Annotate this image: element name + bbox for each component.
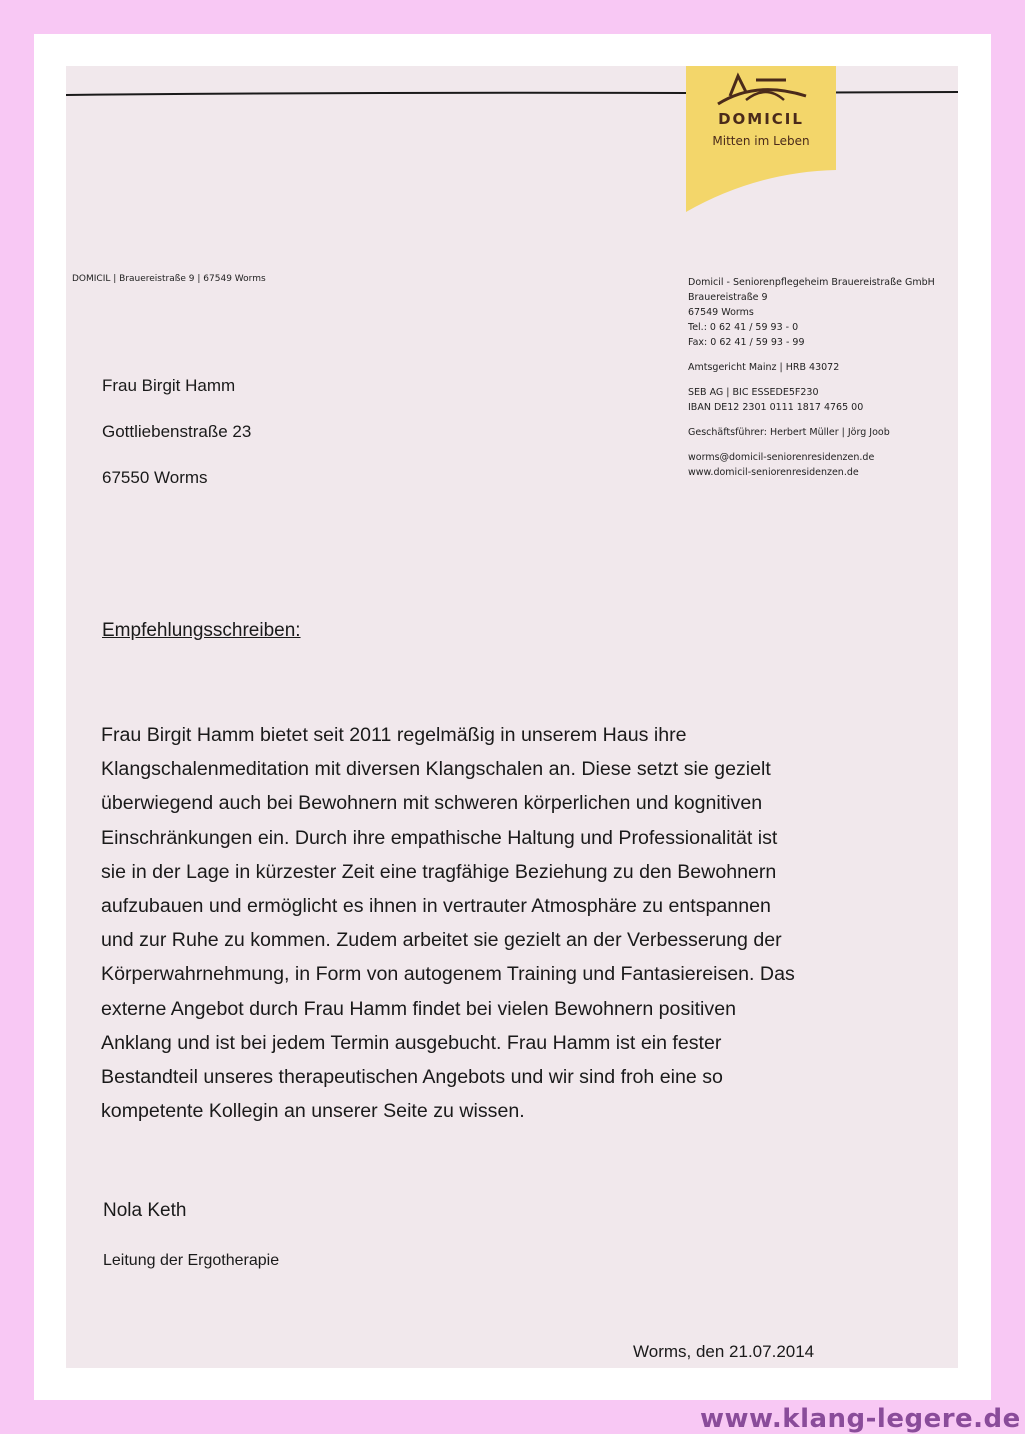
company-info	[688, 275, 935, 480]
body-line: Einschränkungen ein. Durch ihre empathische Haltung und Professionalität ist	[101, 826, 778, 849]
company-email: worms@domicil-seniorenresidenzen.de	[688, 452, 875, 463]
company-management: Geschäftsführer: Herbert Müller | Jörg Joob	[688, 427, 890, 438]
body-line: kompetente Kollegin an unserer Seite zu wissen.	[101, 1100, 525, 1123]
company-tel: Tel.: 0 62 41 / 59 93 - 0	[688, 322, 799, 333]
recipient-street: Gottliebenstraße 23	[102, 422, 252, 441]
body-line: Klangschalenmeditation mit diversen Klangschalen an. Diese setzt sie gezielt	[101, 758, 771, 781]
company-court: Amtsgericht Mainz | HRB 43072	[688, 362, 840, 373]
company-bank: SEB AG | BIC ESSEDE5F230	[688, 387, 819, 398]
company-iban: IBAN DE12 2301 0111 1817 4765 00	[688, 402, 864, 413]
body-line: externe Angebot durch Frau Hamm findet bei vielen Bewohnern positiven	[101, 997, 736, 1020]
signer-role: Leitung der Ergotherapie	[103, 1252, 280, 1269]
website-watermark: www.klang-legere.de	[700, 1404, 1021, 1434]
body-line: überwiegend auch bei Bewohnern mit schweren körperlichen und kognitiven	[101, 792, 763, 815]
company-fax: Fax: 0 62 41 / 59 93 - 99	[688, 337, 805, 348]
letter-page	[66, 66, 958, 1368]
recipient-address	[102, 376, 251, 514]
sender-address-line: DOMICIL | Brauereistraße 9 | 67549 Worms	[72, 274, 266, 284]
recipient-name: Frau Birgit Hamm	[102, 376, 236, 395]
place-date: Worms, den 21.07.2014	[633, 1342, 815, 1361]
body-line: Frau Birgit Hamm bietet seit 2011 regelmäßig in unserem Haus ihre	[101, 724, 687, 746]
signer-name: Nola Keth	[103, 1200, 187, 1221]
letter-subject: Empfehlungsschreiben:	[102, 620, 301, 641]
body-line: Bestandteil unseres therapeutischen Angebots und wir sind froh eine so	[101, 1066, 723, 1089]
logo-brand: DOMICIL	[718, 110, 804, 128]
body-line: und zur Ruhe zu kommen. Zudem arbeitet sie gezielt an der Verbesserung der	[101, 929, 782, 952]
company-street: Brauereistraße 9	[688, 292, 768, 303]
company-name: Domicil - Seniorenpflegeheim Brauereistraße GmbH	[688, 277, 935, 288]
company-web: www.domicil-seniorenresidenzen.de	[688, 467, 859, 478]
logo-slogan: Mitten im Leben	[712, 134, 810, 148]
body-line: sie in der Lage in kürzester Zeit eine tragfähige Beziehung zu den Bewohnern	[101, 860, 777, 883]
body-line: aufzubauen und ermöglicht es ihnen in vertrauter Atmosphäre zu entspannen	[101, 895, 771, 918]
letter-body	[101, 718, 921, 1128]
recipient-city: 67550 Worms	[102, 468, 208, 487]
body-line: Anklang und ist bei jedem Termin ausgebucht. Frau Hamm ist ein fester	[101, 1031, 722, 1054]
body-line: Körperwahrnehmung, in Form von autogenem Training und Fantasiereisen. Das	[101, 963, 795, 986]
company-city: 67549 Worms	[688, 307, 754, 318]
